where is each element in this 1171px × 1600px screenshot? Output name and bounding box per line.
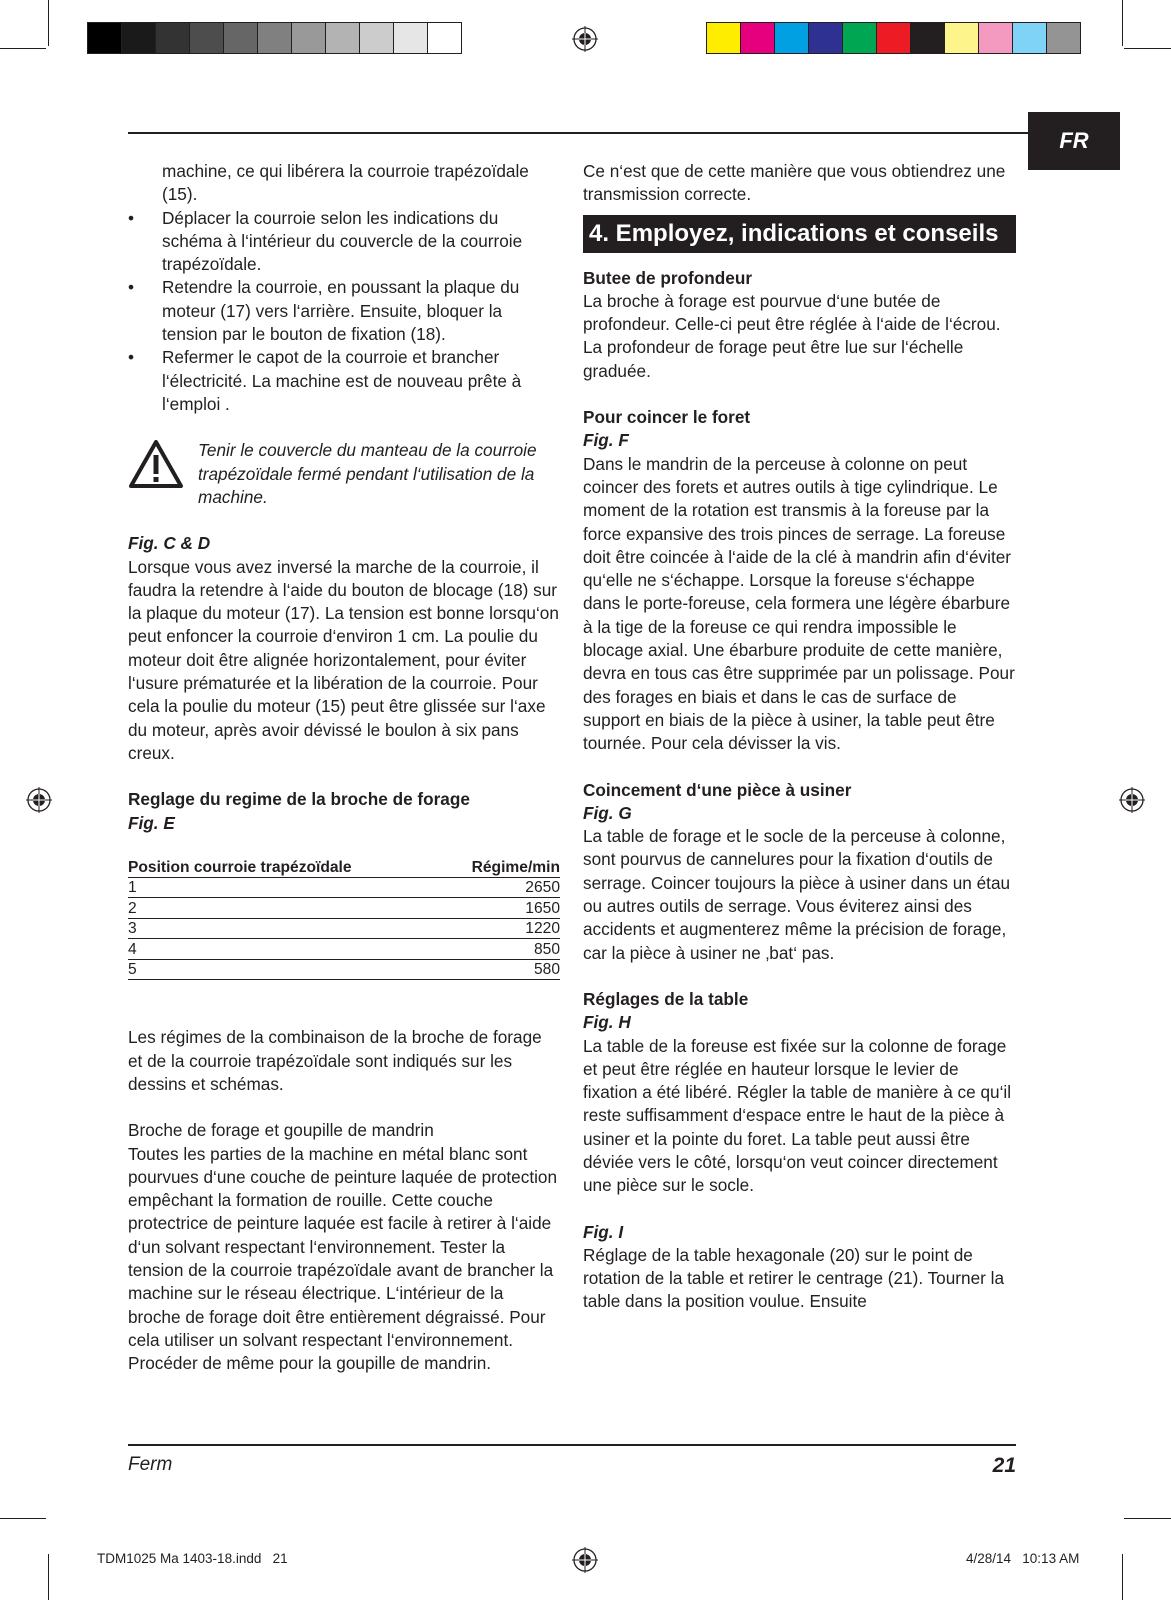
paragraph: Ce n‘est que de cette manière que vous obtiendrez une transmission correcte. [583, 161, 1006, 205]
color-swatch [1046, 22, 1081, 54]
color-swatch [189, 22, 224, 54]
bullet-mark: • [128, 347, 135, 368]
fig-label: Fig. I [583, 1221, 624, 1242]
warning-text: Tenir le couvercle du manteau de la courroie trapézoïdale fermé pendant l‘utilisation de la machine. [198, 440, 537, 507]
color-swatch [1012, 22, 1047, 54]
column-header: Régime/min [438, 858, 560, 878]
color-swatch [774, 22, 809, 54]
section-heading: 4. Employez, indications et conseils [583, 215, 1016, 253]
fig-label: Fig. C & D [128, 533, 211, 554]
color-swatch [87, 22, 122, 54]
speed-table [128, 858, 560, 981]
color-swatch [842, 22, 877, 54]
crop-mark [48, 0, 49, 46]
registration-mark-icon [26, 787, 52, 813]
bullet-item [128, 207, 560, 277]
table-row [128, 877, 560, 898]
header-rule [128, 132, 1028, 134]
paragraph: Lorsque vous avez inversé la marche de la courroie, il faudra la retendre à l‘aide du bouton de blocage (18) sur la plaque du moteur (17). La tension est bonne lorsqu‘on peut enfoncer la courroie d‘environ 1 cm. La poulie du moteur doit être alignée horizontalement, pour éviter l‘usure prématurée et la libération de la courroie. Pour cela la poulie du moteur (15) peut être glissée sur l‘axe du moteur, après avoir dévissé le boulon à six pans creux. [128, 556, 559, 763]
paragraph: Toutes les parties de la machine en métal blanc sont pourvues d‘une couche de peinture laquée de protection empêchant la formation de rouille. Cette couche protectrice de peinture laquée est facile à retirer à l‘aide d‘un solvant respectant l‘environnement. Tester la tension de la courroie trapézoïdale avant de brancher la machine sur le réseau électrique. L‘intérieur de la broche de forage doit être entièrement dégraissé. Pour cela utiliser un solvant respectant l‘environnement. Procéder de même pour la goupille de mandrin. [128, 1143, 558, 1374]
fig-label: Fig. G [583, 802, 632, 823]
bullet-mark: • [128, 277, 135, 298]
right-column [583, 160, 1016, 1314]
print-slug-date: 4/28/14 10:13 AM [966, 1551, 1080, 1566]
paragraph: La broche à forage est pourvue d‘une butée de profondeur. Celle-ci peut être réglée à l‘aide de l‘écrou. La profondeur de forage peut être lue sur l‘échelle graduée. [583, 290, 1001, 381]
language-tab-label: FR [1059, 128, 1089, 153]
bullet-item [128, 346, 560, 416]
column-header: Position courroie trapézoïdale [128, 858, 438, 878]
color-swatch [359, 22, 394, 54]
color-swatch [706, 22, 741, 54]
subheading: Reglage du regime de la broche de forage [128, 789, 470, 810]
registration-mark-icon [572, 26, 598, 52]
color-swatch [808, 22, 843, 54]
paragraph-title: Broche de forage et goupille de mandrin [128, 1120, 434, 1141]
table-row [128, 959, 560, 980]
color-swatch [291, 22, 326, 54]
color-swatch [223, 22, 258, 54]
table-cell: 850 [438, 939, 560, 960]
table-cell: 4 [128, 939, 438, 960]
color-swatch [393, 22, 428, 54]
subheading: Coincement d‘une pièce à usiner [583, 779, 852, 800]
table-cell: 1 [128, 877, 438, 898]
fig-label: Fig. H [583, 1012, 631, 1033]
bullet-item [128, 276, 560, 346]
table-cell: 2650 [438, 877, 560, 898]
warning-triangle-icon [128, 439, 184, 489]
fig-label: Fig. F [583, 430, 629, 451]
table-row [128, 898, 560, 919]
table-cell: 5 [128, 959, 438, 980]
print-slug-file: TDM1025 Ma 1403-18.indd 21 [97, 1551, 288, 1566]
warning-note [128, 439, 560, 509]
table-cell: 2 [128, 898, 438, 919]
fig-label: Fig. E [128, 812, 175, 833]
table-cell: 3 [128, 918, 438, 939]
page-number: 21 [992, 1454, 1016, 1477]
table-row [128, 918, 560, 939]
paragraph: La table de forage et le socle de la perceuse à colonne, sont pourvus de cannelures pour la fixation d‘outils de serrage. Coincer toujours la pièce à usiner dans un étau ou autres outils de serrage. Vous éviterez ainsi des accidents et augmenterez même la précision de forage, car la pièce à usiner ne ‚bat‘ pas. [583, 826, 1011, 963]
bullet-text: Déplacer la courroie selon les indications du schéma à l‘intérieur du couvercle de la courroie trapézoïdale. [162, 207, 523, 275]
color-swatch [325, 22, 360, 54]
crop-mark [1124, 48, 1171, 49]
crop-mark [1122, 1554, 1123, 1600]
footer-rule [128, 1444, 1016, 1446]
color-swatch [944, 22, 979, 54]
crop-mark [0, 48, 46, 49]
color-swatch [427, 22, 462, 54]
crop-mark [0, 1518, 46, 1519]
subheading: Butee de profondeur [583, 267, 753, 288]
table-cell: 1220 [438, 918, 560, 939]
color-swatch [740, 22, 775, 54]
color-swatch [910, 22, 945, 54]
crop-mark [1122, 0, 1123, 46]
crop-mark [1124, 1518, 1171, 1519]
continuation-text: machine, ce qui libérera la courroie trapézoïdale (15). [162, 161, 529, 205]
color-swatch [257, 22, 292, 54]
bullet-mark: • [128, 207, 135, 228]
bullet-text: Refermer le capot de la courroie et brancher l‘électricité. La machine est de nouveau prête à l‘emploi . [162, 347, 522, 414]
registration-mark-icon [1119, 787, 1145, 813]
paragraph: Dans le mandrin de la perceuse à colonne on peut coincer des forets et autres outils à tige cylindrique. Le moment de la rotation est transmis à la foreuse par la force expansive des trois pinces de serrage. La foreuse doit être coincée à l‘aide de la clé à mandrin afin d‘éviter qu‘elle ne s‘échappe. Lorsque la foreuse s‘échappe dans le porte-foreuse, cela formera une légère ébarbure à la tige de la foreuse ce qui rendra impossible le blocage axial. Une ébarbure produite de cette manière, devra en tous cas être supprimée par un polissage. Pour des forages en biais et dans le cas de surface de support en biais de la pièce à usiner, la table peut être tournée. Pour cela dévisser la vis. [583, 453, 1015, 754]
paragraph: Réglage de la table hexagonale (20) sur le point de rotation de la table et retirer le centrage (21). Tourner la table dans la position voulue. Ensuite [583, 1244, 1005, 1312]
bullet-text: Retendre la courroie, en poussant la plaque du moteur (17) vers l‘arrière. Ensuite, bloquer la tension par le bouton de fixation (18). [162, 277, 520, 345]
paragraph: La table de la foreuse est fixée sur la colonne de forage et peut être réglée en hauteur lorsque le levier de fixation a été libéré. Régler la table de manière à ce qu‘il reste suffisamment d‘espace entre le haut de la pièce à usiner et la pointe du foret. La table peut aussi être déviée vers le côté, lorsqu‘on veut coincer directement une pièce sur le socle. [583, 1035, 1012, 1196]
table-cell: 580 [438, 959, 560, 980]
table-header-row [128, 858, 560, 878]
color-swatch [876, 22, 911, 54]
color-swatch [155, 22, 190, 54]
color-swatch [978, 22, 1013, 54]
subheading: Pour coincer le foret [583, 407, 751, 428]
footer-brand: Ferm [128, 1454, 173, 1475]
subheading: Réglages de la table [583, 988, 749, 1009]
table-cell: 1650 [438, 898, 560, 919]
left-column [128, 160, 560, 1375]
registration-mark-icon [572, 1547, 598, 1573]
language-tab [1028, 112, 1120, 170]
table-row [128, 939, 560, 960]
color-swatch [121, 22, 156, 54]
crop-mark [48, 1554, 49, 1600]
paragraph: Les régimes de la combinaison de la broche de forage et de la courroie trapézoïdale sont indiqués sur les dessins et schémas. [128, 1027, 542, 1094]
